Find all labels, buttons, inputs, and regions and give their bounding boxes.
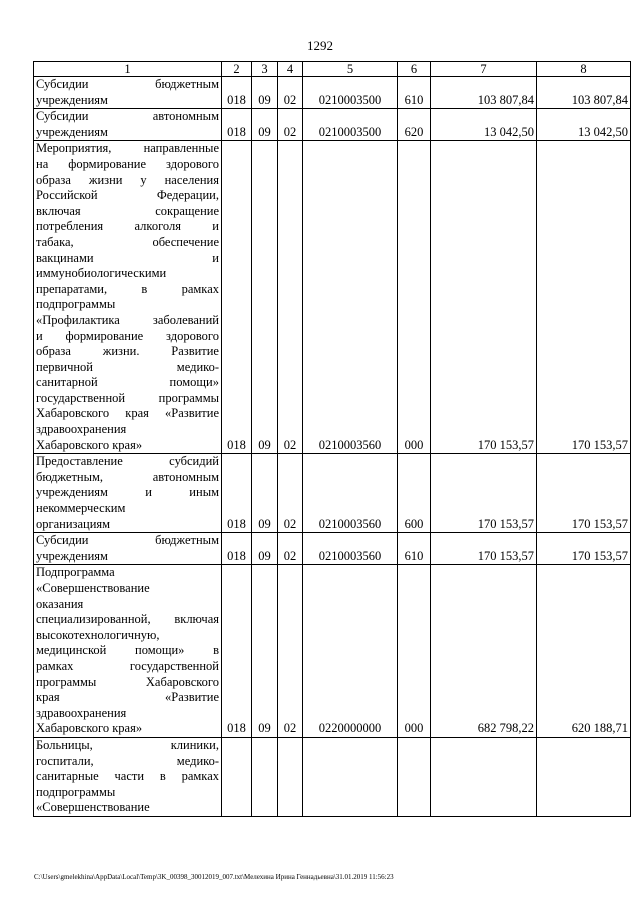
description-line: некоммерческим [36, 501, 126, 516]
column-header: 3 [252, 62, 278, 77]
row-description [34, 77, 222, 109]
amount-year-1: 170 153,57 [431, 454, 537, 533]
row-description [34, 109, 222, 141]
subsection-code: 02 [278, 533, 303, 565]
table-row [34, 454, 631, 533]
description-line: вакцинами и [36, 250, 219, 265]
column-header: 7 [431, 62, 537, 77]
expense-type-code [398, 737, 431, 816]
column-header: 2 [222, 62, 252, 77]
column-header: 1 [34, 62, 222, 77]
page-number: 1292 [307, 38, 333, 53]
ministry-code: 018 [222, 565, 252, 738]
description-line: Больницы, клиники, [36, 737, 219, 752]
ministry-code: 018 [222, 141, 252, 454]
file-path-footer: C:\Users\gmelekhina\AppData\Local\Temp\3K_00398_30012019_007.txt\Мелехина Ирина Геннадьевна\31.01.2019 11:56:23 [34, 873, 394, 881]
description-line: Субсидии бюджетным [36, 77, 219, 91]
subsection-code: 02 [278, 77, 303, 109]
description-line: подпрограммы [36, 784, 116, 799]
description-line: программы Хабаровского [36, 674, 219, 689]
table-header-row [34, 62, 631, 77]
ministry-code: 018 [222, 109, 252, 141]
column-header: 5 [303, 62, 398, 77]
description-line: рамках государственной [36, 658, 219, 673]
amount-year-1: 170 153,57 [431, 533, 537, 565]
description-line: Предоставление субсидий [36, 454, 219, 469]
description-line: Российской Федерации, [36, 188, 219, 203]
budget-table [33, 61, 631, 817]
ministry-code: 018 [222, 77, 252, 109]
row-description [34, 141, 222, 454]
description-line: высокотехнологичную, [36, 627, 160, 642]
description-line: образа жизни. Развитие [36, 344, 219, 359]
section-code: 09 [252, 565, 278, 738]
section-code [252, 737, 278, 816]
description-line: санитарные части в рамках [36, 769, 219, 784]
description-line: табака, обеспечение [36, 234, 219, 249]
description-line: иммунобиологическими [36, 266, 167, 281]
description-line: на формирование здорового [36, 156, 219, 171]
subsection-code [278, 737, 303, 816]
section-code: 09 [252, 533, 278, 565]
ministry-code [222, 737, 252, 816]
target-article-code: 0210003500 [303, 109, 398, 141]
description-line: здравоохранения [36, 705, 127, 720]
ministry-code: 018 [222, 454, 252, 533]
target-article-code: 0210003560 [303, 454, 398, 533]
description-line: государственной программы [36, 390, 219, 405]
subsection-code: 02 [278, 109, 303, 141]
subsection-code: 02 [278, 141, 303, 454]
expense-type-code: 620 [398, 109, 431, 141]
description-line: первичной медико- [36, 359, 219, 374]
description-line: края «Развитие [36, 690, 219, 705]
column-header: 6 [398, 62, 431, 77]
row-description [34, 565, 222, 738]
description-line: специализированной, включая [36, 612, 219, 627]
amount-year-2: 170 153,57 [537, 533, 631, 565]
amount-year-2 [537, 737, 631, 816]
column-header: 8 [537, 62, 631, 77]
table-row [34, 565, 631, 738]
description-line: подпрограммы [36, 297, 116, 312]
amount-year-2: 170 153,57 [537, 141, 631, 454]
description-line: «Профилактика заболеваний [36, 312, 219, 327]
subsection-code: 02 [278, 454, 303, 533]
description-line: и формирование здорового [36, 328, 219, 343]
target-article-code: 0220000000 [303, 565, 398, 738]
expense-type-code: 610 [398, 533, 431, 565]
amount-year-2: 13 042,50 [537, 109, 631, 141]
description-line: Хабаровского края» [36, 437, 143, 452]
section-code: 09 [252, 454, 278, 533]
description-line: образа жизни у населения [36, 172, 219, 187]
description-line: организациям [36, 516, 111, 531]
subsection-code: 02 [278, 565, 303, 738]
amount-year-1 [431, 737, 537, 816]
description-line: бюджетным, автономным [36, 469, 219, 484]
description-line: Мероприятия, направленные [36, 141, 219, 156]
row-description [34, 737, 222, 816]
table-row [34, 77, 631, 109]
description-line: «Совершенствование [36, 800, 150, 815]
target-article-code: 0210003560 [303, 533, 398, 565]
amount-year-1: 13 042,50 [431, 109, 537, 141]
row-description [34, 454, 222, 533]
expense-type-code: 000 [398, 565, 431, 738]
amount-year-2: 620 188,71 [537, 565, 631, 738]
target-article-code: 0210003500 [303, 77, 398, 109]
section-code: 09 [252, 109, 278, 141]
description-line: медицинской помощи» в [36, 643, 219, 658]
description-line: госпитали, медико- [36, 753, 219, 768]
column-header: 4 [278, 62, 303, 77]
description-line: учреждениям [36, 124, 108, 139]
expense-type-code: 000 [398, 141, 431, 454]
section-code: 09 [252, 77, 278, 109]
amount-year-1: 103 807,84 [431, 77, 537, 109]
amount-year-2: 170 153,57 [537, 454, 631, 533]
description-line: учреждениям и иным [36, 485, 219, 500]
description-line: санитарной помощи» [36, 375, 219, 390]
target-article-code: 0210003560 [303, 141, 398, 454]
description-line: Субсидии автономным [36, 109, 219, 124]
description-line: препаратами, в рамках [36, 281, 219, 296]
amount-year-2: 103 807,84 [537, 77, 631, 109]
table-row [34, 533, 631, 565]
target-article-code [303, 737, 398, 816]
description-line: оказания [36, 596, 84, 611]
description-line: Хабаровского края «Развитие [36, 406, 219, 421]
amount-year-1: 170 153,57 [431, 141, 537, 454]
expense-type-code: 600 [398, 454, 431, 533]
expense-type-code: 610 [398, 77, 431, 109]
table-row [34, 737, 631, 816]
ministry-code: 018 [222, 533, 252, 565]
description-line: потребления алкоголя и [36, 219, 219, 234]
description-line: включая сокращение [36, 203, 219, 218]
description-line: Субсидии бюджетным [36, 533, 219, 548]
table-row [34, 141, 631, 454]
amount-year-1: 682 798,22 [431, 565, 537, 738]
description-line: Подпрограмма [36, 565, 115, 580]
row-description [34, 533, 222, 565]
description-line: «Совершенствование [36, 581, 150, 595]
description-line: учреждениям [36, 92, 108, 107]
description-line: здравоохранения [36, 422, 127, 437]
table-row [34, 109, 631, 141]
section-code: 09 [252, 141, 278, 454]
description-line: учреждениям [36, 548, 108, 563]
description-line: Хабаровского края» [36, 721, 143, 736]
